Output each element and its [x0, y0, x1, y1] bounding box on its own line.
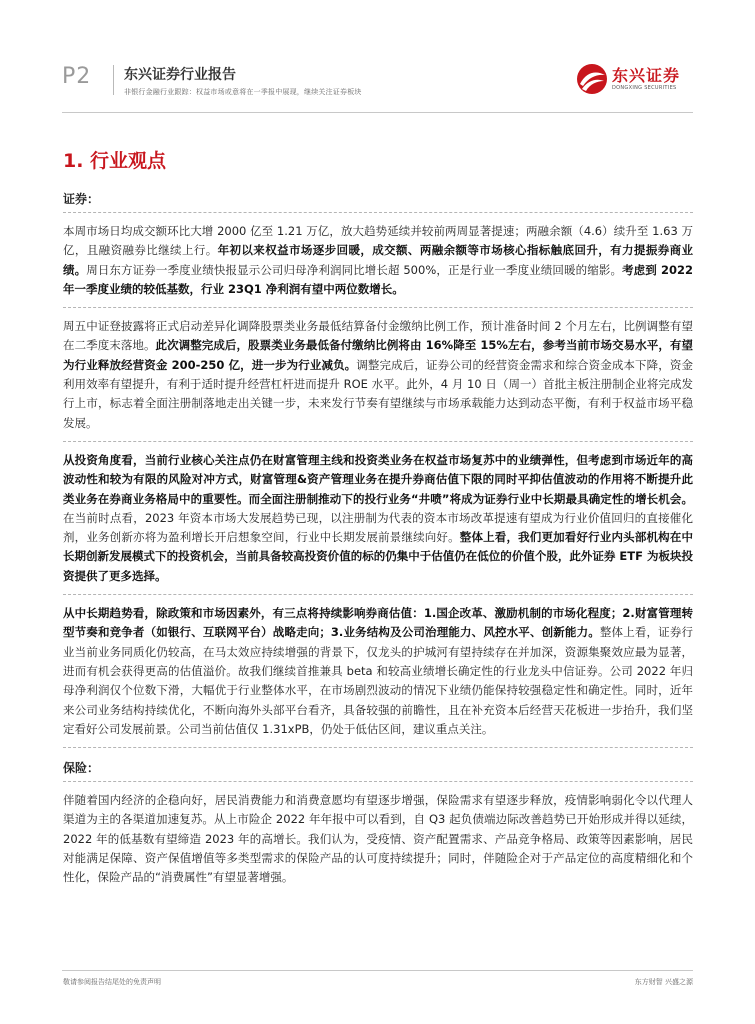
- text-run: 在当前时点看，2023 年资本市场大发展趋势已现，以注册制为代表的资本市场改革提速有望成为行业价值回归的直接催化剂，业务创新亦将为盈利增长开启想象空间，行业中长期发展前景继续向好。: [63, 510, 693, 545]
- bold-text-run: 整体上看，我们更加看好行业内头部机构在中长期创新发展模式下的投资机会，当前具备较高投资价值的标的仍集中于估值仍在低位的价值个股，此外证券 ETF 为板块投资提供了更多选择。: [63, 530, 694, 583]
- dashed-divider: [63, 781, 693, 783]
- footer-rule: [62, 970, 693, 971]
- text-run: 整体上看，证券行业当前业务同质化仍较高，在马太效应持续增强的背景下，仅龙头的护城河有望持续存在并加深，资源集聚效应最为显著，进而有机会获得更高的估值溢价。故我们继续首推兼具 beta 和较高业绩增长确定性的行业龙头中信证券。公司 2022 年归母净利润仅个位数下滑，大幅优于行业整体水平，在市场剧烈波动的情况下业绩仍能保持较强稳定性和确定性。同时，近年来公司业务结构持续优化，不断向海外头部平台看齐，具备较强的前瞻性，且在补充资本后经营天花板进一步抬升，我们坚定看好公司发展前景。公司当前估值仅 1.31xPB，仍处于低估区间，建议重点关注。: [63, 625, 693, 736]
- bold-text-run: 考虑到 2022 年一季度业绩的较低基数，行业 23Q1 净利润有望中两位数增长。: [63, 262, 694, 296]
- bold-text-run: 此次调整完成后，股票类业务最低备付缴纳比例将由 16%降至 15%左右，参考当前市场交易水平，有望为行业释放经营资金 200-250 亿，进一步为行业减负。: [63, 338, 693, 372]
- report-title: 东兴证券行业报告: [124, 67, 236, 83]
- company-logo: [575, 60, 695, 98]
- text-run: 本周市场日均成交额环比大增 2000 亿至 1.21 万亿，放大趋势延续并较前两周显著提速；两融余额（4.6）续升至 1.63 万亿，且融资融券比继续上行。: [63, 224, 693, 258]
- report-subtitle: 非银行金融行业跟踪：权益市场或意将在一季报中展现，继续关注证券板块: [124, 88, 362, 96]
- page-header: [0, 62, 755, 108]
- bold-text-run: 年初以来权益市场逐步回暖，成交额、两融余额等市场核心指标触底回升，有力提振券商业绩。: [63, 243, 693, 277]
- text-run: 周日东方证券一季度业绩快报显示公司归母净利润同比增长超 500%，正是行业一季度业绩回暖的缩影。: [86, 262, 623, 277]
- footer-disclaimer: 敬请参阅报告结尾处的免责声明: [63, 978, 161, 986]
- paragraph-market-turnover: [63, 222, 693, 299]
- bold-text-run: 从投资角度看，当前行业核心关注点仍在财富管理主线和投资类业务在权益市场复苏中的业绩弹性，但考虑到市场近年的高波动性和较为有限的风险对冲方式，财富管理&资产管理业务在提升券商估值下限的同时平抑估值波动的作用将不断提升此类业务在券商业务格局中的重要性。而全面注册制推动下的投行业务“井喷”将成为证券行业中长期最具确定性的增长机会。: [63, 452, 693, 506]
- header-divider: [113, 65, 114, 95]
- header-rule: [62, 112, 693, 113]
- category-securities: 证券：: [63, 192, 100, 206]
- paragraph-insurance: [63, 791, 693, 887]
- dashed-divider: [63, 212, 693, 214]
- footer-slogan: 东方财智 兴盛之源: [634, 978, 693, 986]
- dashed-divider: [63, 307, 693, 309]
- paragraph-investment-view: [63, 451, 693, 586]
- bold-text-run: 从中长期趋势看，除政策和市场因素外，有三点将持续影响券商估值：1.国企改革、激励机制的市场化程度；2.财富管理转型节奏和竞争者（如银行、互联网平台）战略走向；3.业务结构及公司治理能力、风控水平、创新能力。: [63, 606, 693, 640]
- text-run: 调整完成后，证券公司的经营资金需求和综合资金成本下降，资金利用效率有望提升，有利于适时提升经营杠杆进而提升 ROE 水平。此外，4 月 10 日（周一）首批主板注册制企业将完成发行上市，标志着全面注册制落地走出关键一步，未来发行节奏有望继续与市场承载能力达到动态平衡，有利于权益市场平稳发展。: [63, 357, 694, 430]
- text-run: 周五中证登披露将正式启动差异化调降股票类业务最低结算备付金缴纳比例工作，预计准备时间 2 个月左右，比例调整有望在二季度末落地。: [63, 319, 693, 353]
- dashed-divider: [63, 441, 693, 443]
- paragraph-long-term-trend: [63, 604, 693, 739]
- page-footer: [63, 977, 693, 993]
- logo-text-cn: 东兴证券: [612, 66, 681, 85]
- dashed-divider: [63, 594, 693, 596]
- section-title: 1. 行业观点: [63, 150, 167, 172]
- page-number: P2: [62, 64, 92, 89]
- text-run: 伴随着国内经济的企稳向好，居民消费能力和消费意愿均有望逐步增强，保险需求有望逐步释放，疫情影响弱化令以代理人渠道为主的各渠道加速复苏。从上市险企 2022 年年报中可以看到，自 Q3 起负债端边际改善趋势已开始形成并得以延续，2022 年的低基数有望缔造 2023 年的高增长。我们认为，受疫情、资产配置需求、产品竞争格局、政策等因素影响，居民对能满足保障、资产保值增值等多类型需求的保险产品的认可度持续提升；同时，伴随险企对于产品定位的高度精细化和个性化，保险产品的“消费属性”有望显著增强。: [63, 793, 693, 885]
- main-content: [63, 188, 693, 888]
- logo-text-en: DONGXING SECURITIES: [612, 85, 677, 91]
- dashed-divider: [63, 747, 693, 749]
- logo-emblem-icon: [575, 62, 609, 96]
- paragraph-settlement-reserve: [63, 317, 693, 433]
- category-insurance: 保险：: [63, 761, 100, 776]
